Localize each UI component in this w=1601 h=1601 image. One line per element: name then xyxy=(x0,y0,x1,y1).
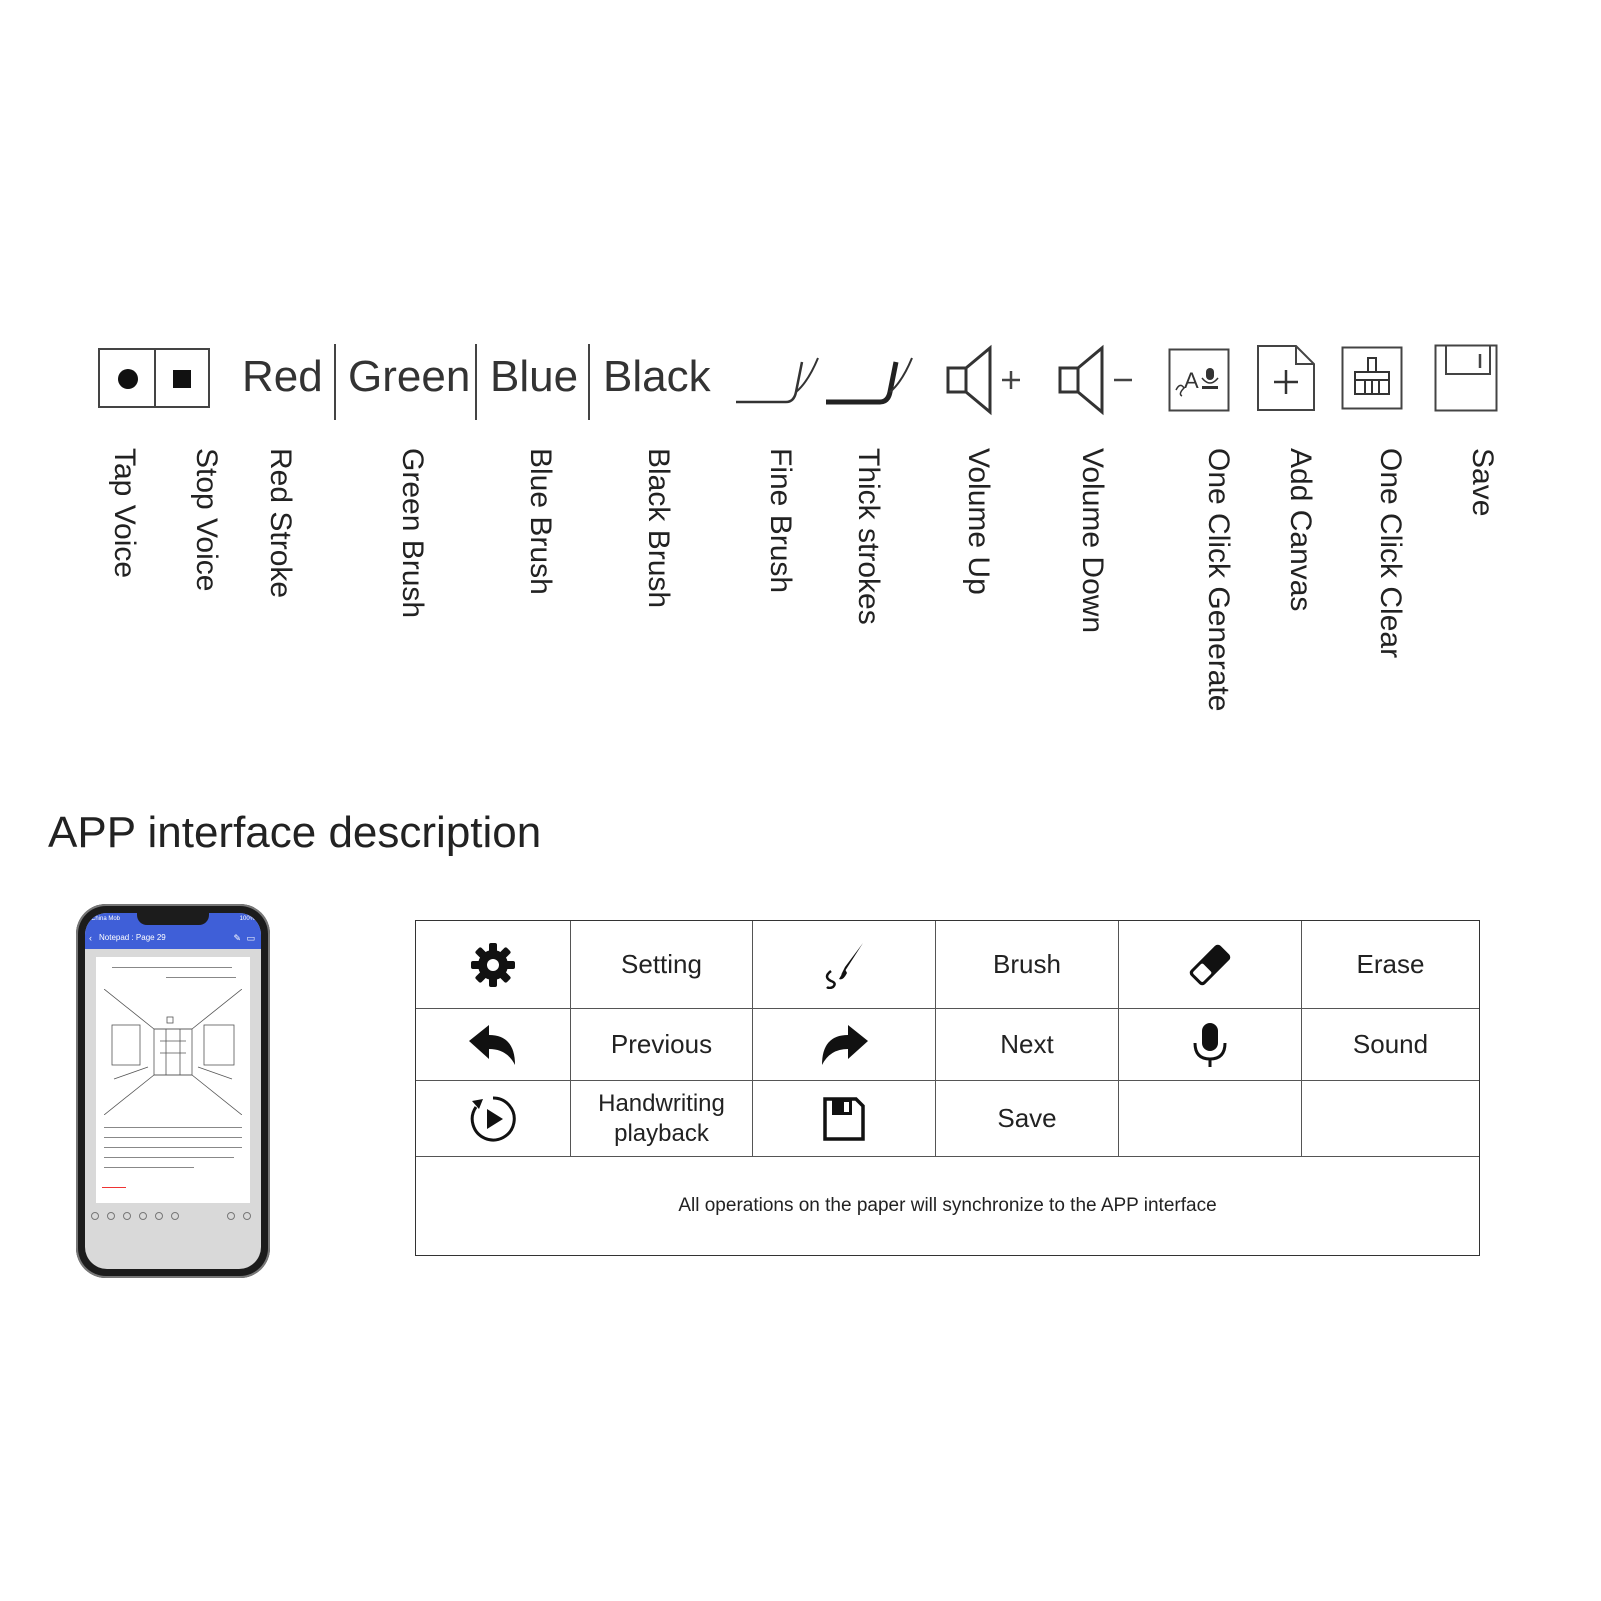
color-blue[interactable]: Blue xyxy=(490,352,579,401)
color-green[interactable]: Green xyxy=(348,352,471,401)
table-cell-label: Brush xyxy=(936,921,1119,1008)
generate-text-icon[interactable] xyxy=(1168,348,1230,412)
table-cell-icon xyxy=(753,1009,936,1080)
phone-mockup xyxy=(76,904,270,1278)
label-fine-brush: Fine Brush xyxy=(764,448,797,594)
clear-broom-icon[interactable] xyxy=(1341,346,1403,410)
brush-icon xyxy=(819,941,869,989)
floppy-disk-icon xyxy=(822,1096,866,1142)
label-one-click-clear: One Click Clear xyxy=(1374,448,1407,659)
label-green-brush: Green Brush xyxy=(396,448,429,619)
undo-icon[interactable] xyxy=(139,1212,147,1220)
pen-toolbar xyxy=(0,340,1601,430)
table-cell-icon xyxy=(416,921,571,1008)
table-row xyxy=(416,1009,1479,1081)
stop-square-icon[interactable] xyxy=(173,370,191,388)
label-volume-up: Volume Up xyxy=(962,448,995,595)
table-cell-label: Erase xyxy=(1356,949,1425,979)
undo-icon xyxy=(467,1023,519,1067)
label-stop-voice: Stop Voice xyxy=(190,448,223,592)
add-canvas-icon[interactable] xyxy=(1256,344,1316,412)
save-icon[interactable] xyxy=(1434,344,1498,412)
label-thick-strokes: Thick strokes xyxy=(852,448,885,625)
table-cell-icon xyxy=(753,1081,936,1156)
toolbar-divider xyxy=(588,344,590,420)
label-one-click-generate: One Click Generate xyxy=(1202,448,1235,712)
table-row xyxy=(416,1081,1479,1157)
carrier-text: China Mob xyxy=(91,916,121,922)
table-cell-label: Setting xyxy=(571,921,753,1008)
redo-icon xyxy=(818,1023,870,1067)
volume-up-icon[interactable] xyxy=(944,344,1028,416)
microphone-icon[interactable] xyxy=(171,1212,179,1220)
label-save: Save xyxy=(1466,448,1499,517)
section-title: APP interface description xyxy=(48,808,542,857)
label-add-canvas: Add Canvas xyxy=(1284,448,1317,612)
label-blue-brush: Blue Brush xyxy=(524,448,557,595)
voice-control-box xyxy=(98,348,210,408)
save-icon[interactable] xyxy=(227,1212,235,1220)
eraser-icon[interactable] xyxy=(123,1212,131,1220)
share-icon[interactable] xyxy=(243,1212,251,1220)
label-volume-down: Volume Down xyxy=(1076,448,1109,634)
volume-down-icon[interactable] xyxy=(1056,344,1140,416)
redo-icon[interactable] xyxy=(155,1212,163,1220)
table-cell-empty xyxy=(1119,1081,1302,1156)
table-cell-icon xyxy=(1119,1009,1302,1080)
pen-icon[interactable]: ✎ xyxy=(233,933,241,943)
battery-text: 100% xyxy=(239,916,255,922)
settings-icon[interactable] xyxy=(91,1212,99,1220)
table-cell-icon xyxy=(416,1009,571,1080)
label-tap-voice: Tap Voice xyxy=(108,448,141,579)
brush-icon[interactable] xyxy=(107,1212,115,1220)
phone-screen xyxy=(85,913,261,1269)
sync-note: All operations on the paper will synchronize to the APP interface xyxy=(678,1195,1217,1216)
table-cell-icon xyxy=(1119,921,1302,1008)
gear-icon xyxy=(469,941,517,989)
toolbar-divider xyxy=(334,344,336,420)
table-cell-label: Previous xyxy=(571,1009,753,1080)
app-bar xyxy=(85,927,261,949)
table-cell-label: Next xyxy=(936,1009,1119,1080)
table-cell-label: Save xyxy=(936,1081,1119,1156)
toolbar-divider xyxy=(475,344,477,420)
label-red-stroke: Red Stroke xyxy=(264,448,297,599)
table-cell-icon xyxy=(416,1081,571,1156)
svg-text:A: A xyxy=(1184,368,1199,393)
table-row xyxy=(416,921,1479,1009)
back-chevron-icon[interactable]: ‹ xyxy=(89,933,92,943)
table-cell-label: Handwriting playback xyxy=(571,1081,753,1156)
function-table xyxy=(415,920,1480,1256)
label-black-brush: Black Brush xyxy=(642,448,675,609)
record-dot-icon[interactable] xyxy=(118,369,138,389)
color-red[interactable]: Red xyxy=(242,352,323,401)
color-black[interactable]: Black xyxy=(603,352,711,401)
table-cell-label: Sound xyxy=(1352,1029,1429,1059)
fine-brush-icon[interactable] xyxy=(734,352,824,408)
microphone-icon xyxy=(1190,1021,1230,1069)
app-title: Notepad : Page 29 xyxy=(99,933,166,942)
table-cell-icon xyxy=(753,921,936,1008)
thick-brush-icon[interactable] xyxy=(824,352,916,408)
phone-tool-bar xyxy=(85,1209,261,1223)
notepad-page[interactable] xyxy=(96,957,250,1203)
window-icon[interactable]: ▭ xyxy=(246,933,255,943)
playback-icon xyxy=(469,1095,517,1143)
room-sketch-image xyxy=(104,989,242,1115)
eraser-icon xyxy=(1185,941,1235,989)
table-cell-empty xyxy=(1302,1081,1479,1156)
